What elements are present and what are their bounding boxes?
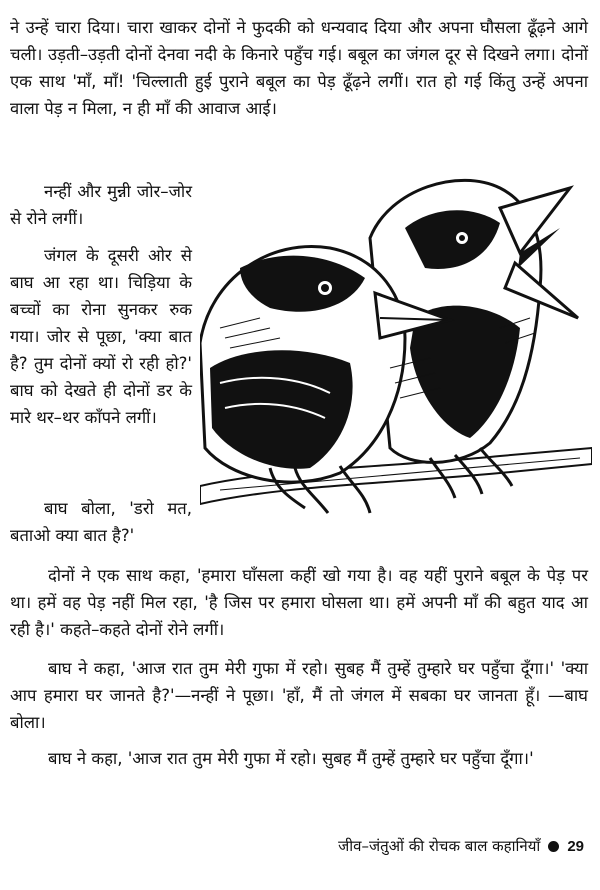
paragraph-tiger-repeat: बाघ ने कहा, 'आज रात तुम मेरी गुफा में रहो। सुबह मैं तुम्हें तुम्हारे घर पहुँचा दूँगा।' [48, 749, 534, 768]
birds-illustration [200, 168, 592, 533]
paragraph-tiger-arrives: जंगल के दूसरी ओर से बाघ आ रहा था। चिड़िया के बच्चों का रोना सुनकर रुक गया। जोर से पूछा, 'क्या बात है? तुम दोनों क्यों रो रही हो?' बाघ को देखते ही दोनों डर के मारे थर–थर काँपने लगीं। [10, 246, 192, 427]
paragraph-crying: नन्हीं और मुन्नी जोर–जोर से रोने लगीं। [10, 182, 192, 228]
paragraph-tiger-speaks: बाघ बोला, 'डरो मत, बताओ क्या बात है?' [10, 499, 192, 545]
bullet-icon [548, 841, 559, 852]
page-number: 29 [567, 837, 584, 855]
paragraph-opening: ने उन्हें चारा दिया। चारा खाकर दोनों ने फुदकी को धन्यवाद दिया और अपना घौसला ढूँढ़ने आगे चली। उड़ती–उड़ती दोनों देनवा नदी के किनारे पहुँच गई। बबूल का जंगल दूर से दिखने लगा। दोनों एक साथ 'माँ, माँ! 'चिल्लाती हुई पुराने बबूल का पेड़ ढूँढ़ने लगीं। रात हो गई किंतु उन्हें अपना वाला पेड़ न मिला, न ही माँ की आवाज आई। [10, 18, 588, 118]
paragraph-tiger-offer: बाघ ने कहा, 'आज रात तुम मेरी गुफा में रहो। सुबह मैं तुम्हें तुम्हारे घर पहुँचा दूँगा।' 'क्या आप हमारा घर जानते है?'—नन्हीं ने पूछा। 'हाँ, मैं तो जंगल में सबका घर जानता हूँ। —बाघ बोला। [10, 659, 588, 732]
book-title: जीव–जंतुओं की रोचक बाल कहानियाँ [338, 837, 541, 855]
paragraph-lost-nest: दोनों ने एक साथ कहा, 'हमारा घाँसला कहीं खो गया है। वह यहीं पुराने बबूल के पेड़ पर था। हमें वह पेड़ नहीं मिल रहा, 'है जिस पर हमारा घोसला था। हमें अपनी माँ की बहुत याद आ रही है।' कहते–कहते दोनों रोने लगीं। [10, 566, 588, 639]
page-footer [338, 836, 584, 856]
